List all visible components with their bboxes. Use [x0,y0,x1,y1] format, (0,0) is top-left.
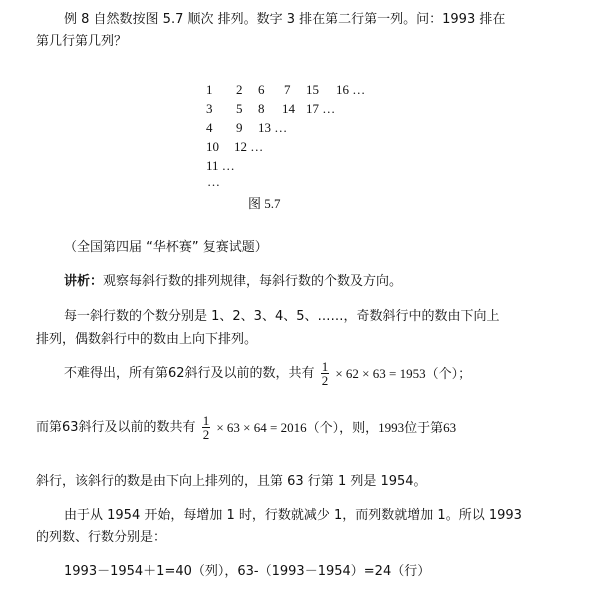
figure-cell: 12 … [234,139,264,154]
figure-cell: 11 … [206,158,235,173]
problem-line-1: 例 8 自然数按图 5.7 顺次 排列。数字 3 排在第二行第一列。问：1993 排在 [64,12,506,27]
para1-line-1: 每一斜行数的个数分别是 1、2、3、4、5、……，奇数斜行中的数由下向上 [64,309,500,324]
problem-line-2: 第几行第几列？ [36,34,128,49]
equation-2-prefix: 而第63斜行及以前的数共有 [36,420,196,435]
para3-line-1: 由于从 1954 开始，每增加 1 时，行数就减少 1，而列数就增加 1。所以 1993 [64,508,522,523]
result-line: 1993－1954＋1=40（列），63-（1993－1954）=24（行） [64,564,431,579]
figure-cell: 3 [206,101,213,116]
figure-cell: 15 [306,82,319,97]
equation-2 [36,414,456,441]
analysis-label: 讲析： [64,274,104,289]
equation-1 [64,360,471,387]
fraction-numerator: 1 [321,359,329,374]
figure-cell: 6 [258,82,265,97]
para3-line-2: 的列数、行数分别是： [36,530,167,545]
analysis-line [64,270,402,289]
figure-cell: 5 [236,101,243,116]
figure-caption: 图 5.7 [248,196,281,211]
figure-cell: 14 [282,101,295,116]
fraction-one-half [202,414,211,441]
fraction-denominator: 2 [202,427,210,442]
figure-cell: 7 [284,82,291,97]
para1-line-2: 排列，偶数斜行中的数由上向下排列。 [36,332,258,347]
fraction-numerator: 1 [202,413,210,428]
figure-cell: 16 … [336,82,366,97]
para2-line: 斜行，该斜行的数是由下向上排列的，且第 63 行第 1 列是 1954。 [36,474,427,489]
figure-cell: 4 [206,120,213,135]
figure-cell: 2 [236,82,243,97]
figure-cell: 10 [206,139,219,154]
figure-cell: … [207,174,220,189]
fraction-one-half [321,360,330,387]
source-note: （全国第四届 “华杯赛” 复赛试题） [64,240,268,255]
figure-cell: 8 [258,101,265,116]
equation-1-prefix: 不难得出，所有第62斜行及以前的数，共有 [64,366,315,381]
figure-cell: 17 … [306,101,336,116]
figure-cell: 1 [206,82,213,97]
fraction-denominator: 2 [321,373,329,388]
equation-1-suffix: × 62 × 63 = 1953（个）； [335,366,472,381]
figure-cell: 9 [236,120,243,135]
equation-2-suffix: × 63 × 64 = 2016（个），则，1993位于第63 [216,420,457,435]
figure-cell: 13 … [258,120,288,135]
analysis-text: 观察每斜行数的排列规律，每斜行数的个数及方向。 [103,274,403,289]
